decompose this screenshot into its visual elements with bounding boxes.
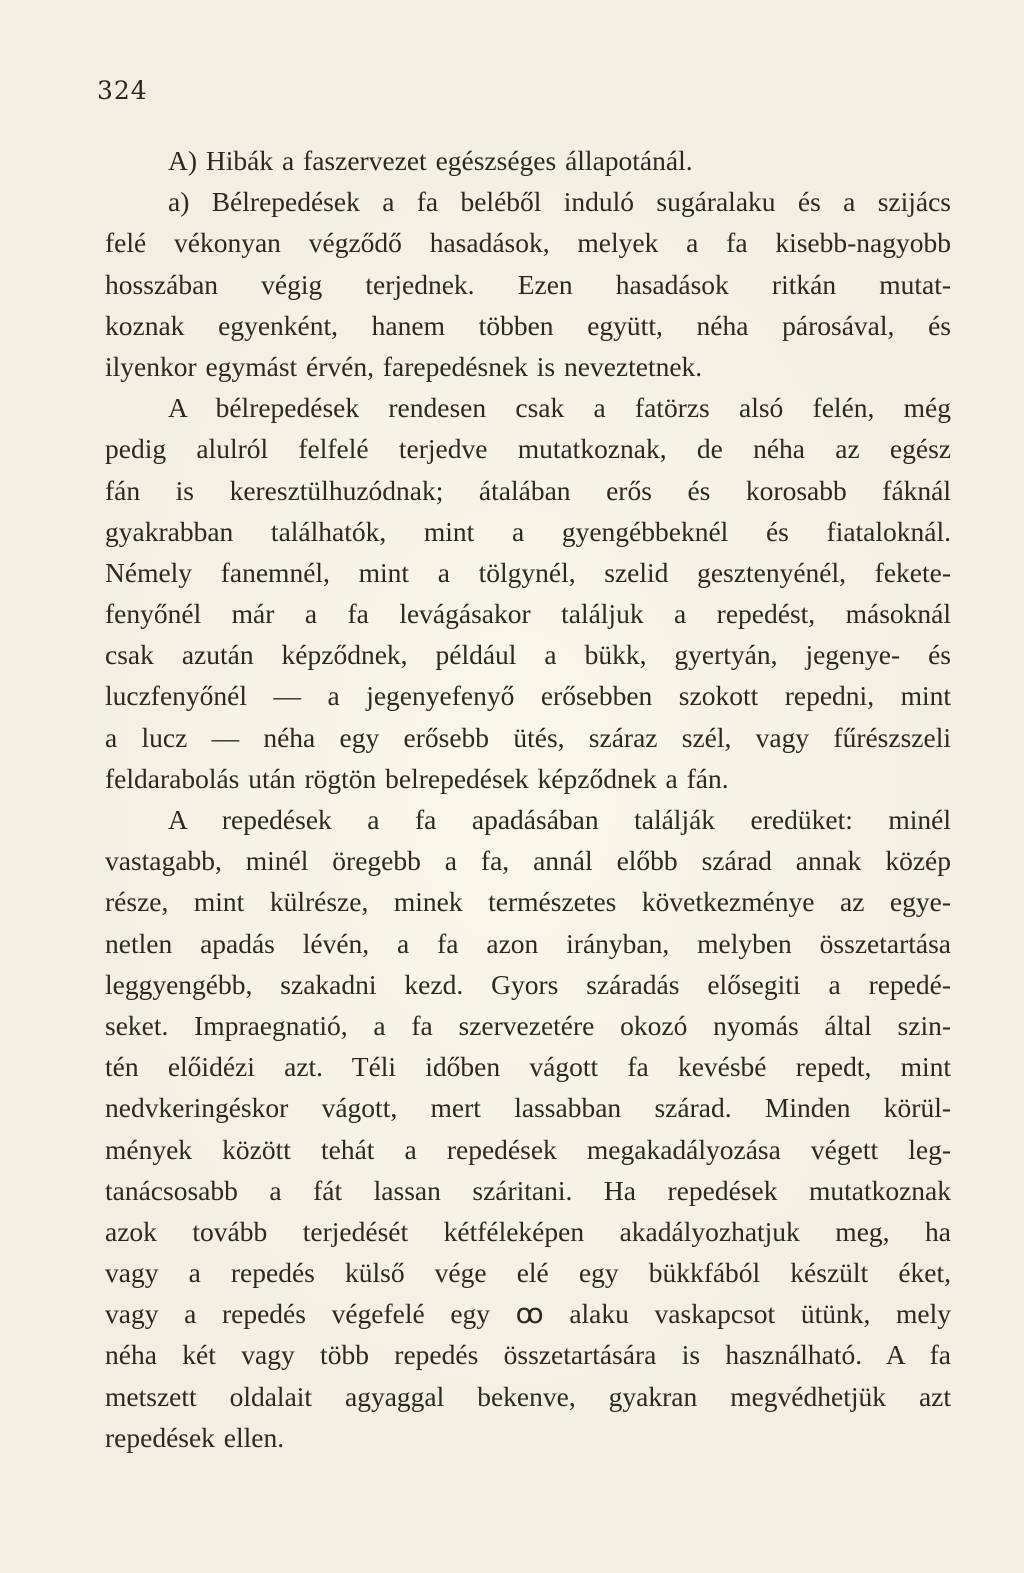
text-line: fán is keresztülhuzódnak; átalában erős és korosabb fáknál (105, 474, 951, 506)
text-line: seket. Impraegnatió, a fa szervezetére okozó nyomás által szin- (105, 1009, 951, 1041)
text-line: netlen apadás lévén, a fa azon irányban, melyben összetartása (105, 927, 951, 959)
text-line: tén előidézi azt. Téli időben vágott fa kevésbé repedt, mint (105, 1051, 951, 1083)
text-line: része, mint külrésze, minek természetes következménye az egye- (105, 886, 951, 918)
text-line: vagy a repedés végefelé egy ꝏ alaku vaskapcsot ütünk, mely (105, 1298, 951, 1330)
text-line: azok tovább terjedését kétféleképen akadályozhatjuk meg, ha (105, 1215, 951, 1247)
page-number: 324 (97, 76, 148, 105)
text-line: A bélrepedések rendesen csak a fatörzs alsó felén, még (168, 392, 951, 424)
text-line: a lucz — néha egy erősebb ütés, száraz szél, vagy fűrészszeli (105, 721, 951, 753)
section-heading: A) Hibák a faszervezet egészséges állapotánál. (168, 145, 693, 176)
text-line: A repedések a fa apadásában találják eredüket: minél (168, 804, 951, 835)
text-line: gyakrabban találhatók, mint a gyengébbeknél és fiataloknál. (105, 515, 951, 547)
text-line: vastagabb, minél öregebb a fa, annál előbb szárad annak közép (105, 845, 951, 877)
text-line: felé vékonyan végződő hasadások, melyek a fa kisebb-nagyobb (105, 227, 951, 259)
text-line: mények között tehát a repedések megakadályozása végett leg- (105, 1133, 951, 1165)
text-line: tanácsosabb a fát lassan száritani. Ha repedések mutatkoznak (105, 1174, 951, 1206)
text-line: Némely fanemnél, mint a tölgynél, szelid gesztenyénél, fekete- (105, 556, 951, 588)
text-line: nedvkeringéskor vágott, mert lassabban szárad. Minden körül- (105, 1092, 951, 1124)
text-line: hosszában végig terjednek. Ezen hasadások ritkán mutat- (105, 268, 951, 300)
text-line: metszett oldalait agyaggal bekenve, gyakran megvédhetjük azt (105, 1380, 951, 1412)
text-line: ilyenkor egymást érvén, farepedésnek is neveztetnek. (105, 350, 703, 382)
text-line: koznak egyenként, hanem többen együtt, néha párosával, és (105, 309, 951, 341)
text-line: fenyőnél már a fa levágásakor találjuk a repedést, másoknál (105, 598, 951, 630)
text-line: néha két vagy több repedés összetartására is használható. A fa (105, 1339, 951, 1371)
body-text (105, 140, 951, 1458)
text-line: feldarabolás után rögtön belrepedések képződnek a fán. (105, 762, 729, 794)
text-line: luczfenyőnél — a jegenyefenyő erősebben szokott repedni, mint (105, 680, 951, 712)
text-line: repedések ellen. (105, 1421, 285, 1453)
text-line: csak azután képződnek, például a bükk, gyertyán, jegenye- és (105, 639, 951, 671)
text-line: leggyengébb, szakadni kezd. Gyors száradás elősegiti a repedé- (105, 968, 951, 1000)
text-line: a) Bélrepedések a fa beléből induló sugáralaku és a szijács (168, 186, 951, 218)
text-line: pedig alulról felfelé terjedve mutatkoznak, de néha az egész (105, 433, 951, 465)
paragraph-lines (105, 181, 951, 1458)
text-line: vagy a repedés külső vége elé egy bükkfából készült éket, (105, 1257, 951, 1289)
